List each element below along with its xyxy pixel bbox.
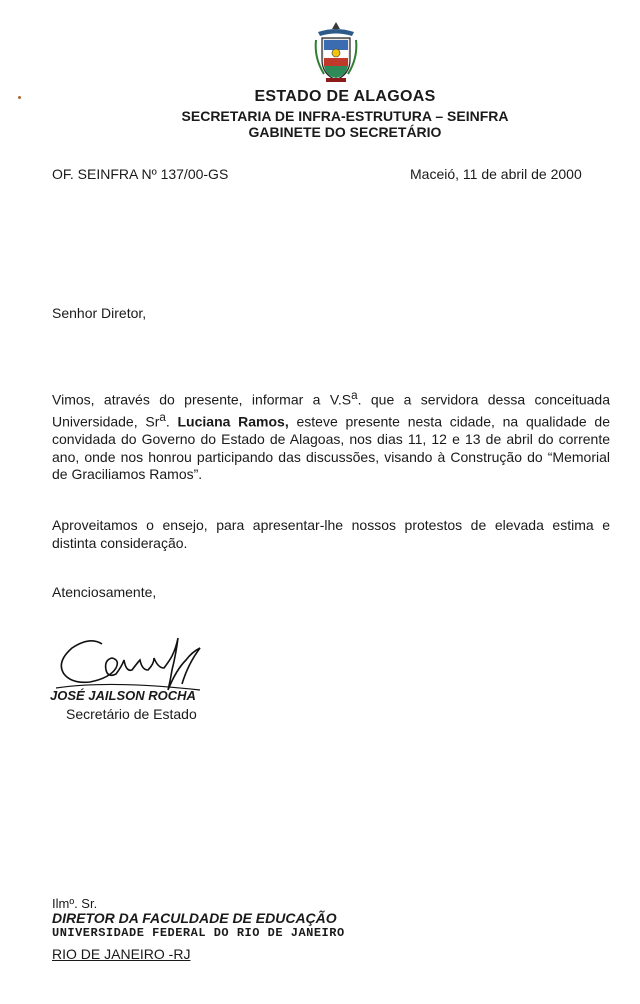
p1-text-a: Vimos, através do presente, informar a V.S bbox=[52, 391, 352, 408]
p1-person-name: Luciana Ramos, bbox=[177, 413, 289, 430]
header-office: GABINETE DO SECRETÁRIO bbox=[248, 124, 442, 140]
header-secretariat: SECRETARIA DE INFRA-ESTRUTURA – SEINFRA bbox=[181, 108, 509, 124]
recipient-honorific: Ilmº. Sr. bbox=[52, 896, 98, 911]
p1-superscript-1: a bbox=[351, 389, 358, 402]
p1-text-b: . que a servidora dessa conceituada Universidade, Sr bbox=[52, 391, 610, 430]
body-paragraph-2: Aproveitamos o ensejo, para apresentar-lhe nossos protestos de elevada estima e distinta consideração. bbox=[52, 517, 610, 551]
recipient-city: RIO DE JANEIRO -RJ bbox=[52, 946, 191, 962]
header-state: ESTADO DE ALAGOAS bbox=[254, 88, 436, 105]
recipient-position: DIRETOR DA FACULDADE DE EDUCAÇÃO bbox=[52, 910, 337, 926]
recipient-institution: UNIVERSIDADE FEDERAL DO RIO DE JANEIRO bbox=[52, 926, 345, 940]
p1-text-c: . bbox=[165, 413, 178, 430]
state-coat-of-arms-icon bbox=[312, 20, 360, 84]
body-paragraph-1 bbox=[52, 387, 610, 484]
document-reference: OF. SEINFRA Nº 137/00-GS bbox=[52, 166, 229, 182]
signatory-name: JOSÉ JAILSON ROCHA bbox=[50, 688, 196, 703]
p1-text-d: esteve presente nesta cidade, na qualidade de convidada do Governo do Estado de Alagoas, nos dias 11, 12 e 13 de abril do corrente ano, onde nos honrou participando das discussões, visando à Construção do “Memorial de Graciliamos Ramos”. bbox=[52, 413, 611, 483]
p1-superscript-2: a bbox=[159, 411, 166, 425]
signatory-title: Secretário de Estado bbox=[66, 706, 197, 722]
document-date: Maceió, 11 de abril de 2000 bbox=[410, 166, 582, 182]
salutation: Senhor Diretor, bbox=[52, 305, 147, 321]
closing: Atenciosamente, bbox=[52, 584, 157, 600]
